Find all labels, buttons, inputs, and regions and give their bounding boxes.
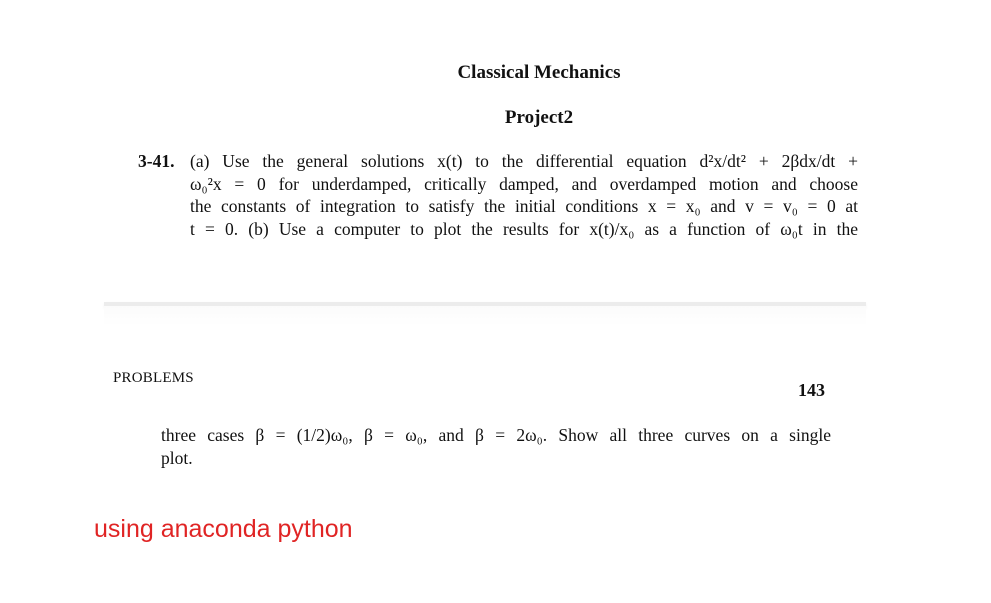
document-title: Classical Mechanics	[457, 62, 621, 83]
continuation-line-1: three cases β = (1/2)ω₀, β = ω₀, and β = 2ω₀. Show all three curves on a single	[161, 425, 831, 445]
problem-block	[138, 150, 858, 240]
problem-line-3: the constants of integration to satisfy the initial conditions x = x₀ and v = v₀ = 0 at	[190, 196, 858, 216]
problem-number: 3-41.	[138, 151, 175, 171]
problem-line-2: ω₀²x = 0 for underdamped, critically damped, and overdamped motion and choose	[190, 173, 858, 194]
problem-line-1: (a) Use the general solutions x(t) to the differential equation d²x/dt² + 2βdx/dt +	[190, 151, 858, 171]
continuation-line-2: plot.	[161, 447, 193, 468]
handwritten-note: using anaconda python	[94, 515, 353, 543]
problem-line-4: t = 0. (b) Use a computer to plot the results for x(t)/x₀ as a function of ω₀t in the	[190, 218, 858, 239]
running-head: PROBLEMS	[113, 370, 194, 386]
page-number: 143	[798, 380, 825, 400]
problem-continuation	[161, 424, 831, 469]
document-subtitle: Project2	[504, 107, 574, 128]
problem-text	[190, 150, 858, 240]
